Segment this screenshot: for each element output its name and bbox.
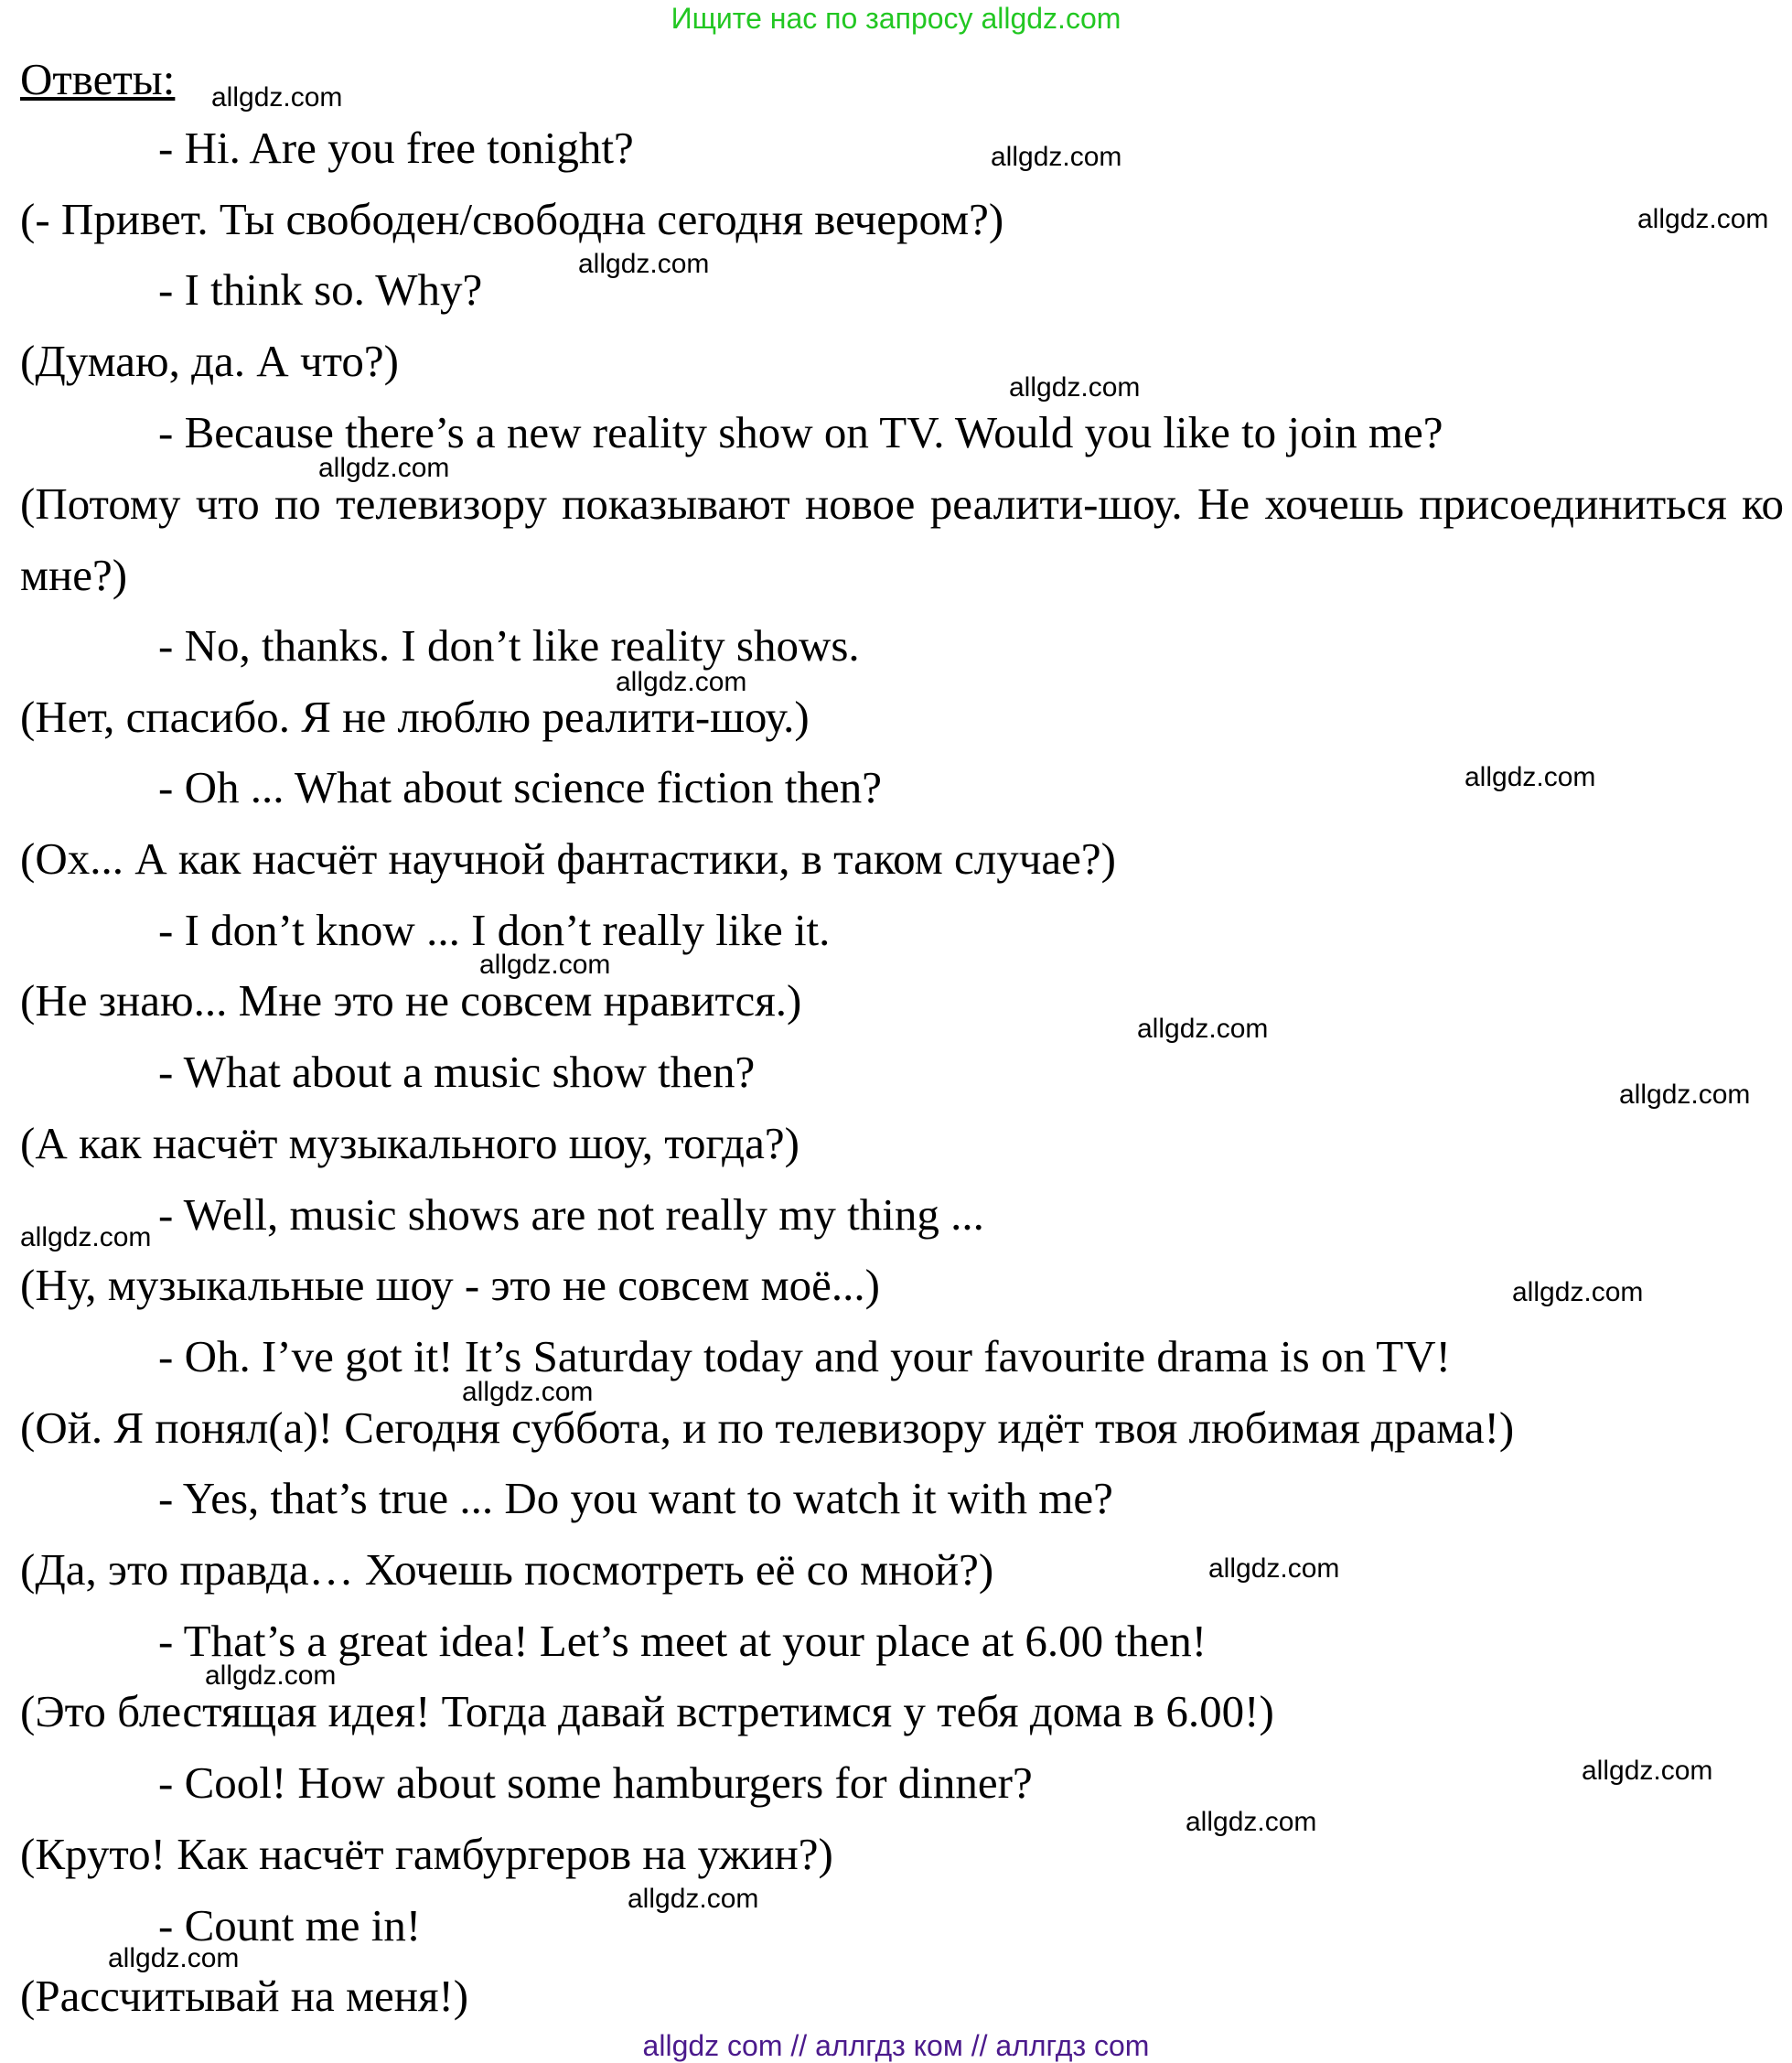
dialogue-line-english: - Count me in!: [158, 1899, 422, 1950]
watermark-text: allgdz.com: [1582, 1756, 1713, 1786]
dialogue-line-english: - What about a music show then?: [158, 1047, 756, 1098]
dialogue-line-english: - That’s a great idea! Let’s meet at your place at 6.00 then!: [158, 1615, 1207, 1666]
dialogue-line-english: - Oh ... What about science fiction then?: [158, 762, 882, 813]
dialogue-line-translation: (Думаю, да. А что?): [20, 336, 399, 387]
watermark-text: allgdz.com: [1208, 1553, 1340, 1584]
watermark-text: allgdz.com: [991, 142, 1122, 172]
dialogue-line-english: - Yes, that’s true ... Do you want to watch it with me?: [158, 1473, 1113, 1524]
watermark-text: allgdz.com: [318, 453, 450, 483]
dialogue-line-english: - Hi. Are you free tonight?: [158, 123, 634, 173]
dialogue-line-english: - I don’t know ... I don’t really like it.: [158, 904, 831, 955]
watermark-text: allgdz.com: [628, 1884, 759, 1914]
dialogue-line-translation: (Круто! Как насчёт гамбургеров на ужин?): [20, 1828, 833, 1879]
dialogue-line-english: - No, thanks. I don’t like reality shows.: [158, 619, 860, 671]
watermark-text: allgdz.com: [1637, 204, 1769, 234]
dialogue-line-translation: (Это блестящая идея! Тогда давай встретимся у тебя дома в 6.00!): [20, 1686, 1274, 1737]
dialogue-line-translation: (Не знаю... Мне это не совсем нравится.): [20, 975, 802, 1026]
dialogue-line-translation: (Ну, музыкальные шоу - это не совсем моё...): [20, 1260, 880, 1311]
watermark-text: allgdz.com: [1137, 1014, 1269, 1044]
watermark-text: allgdz.com: [1009, 372, 1141, 403]
dialogue-line-english: - Because there’s a new reality show on TV. Would you like to join me?: [158, 406, 1443, 457]
dialogue-line-translation: (Потому что по телевизору показывают новое реалити-шоу. Не хочешь присоединиться ко мне?): [20, 478, 1784, 600]
dialogue-line-english: - Oh. I’ve got it! It’s Saturday today and your favourite drama is on TV!: [158, 1330, 1451, 1381]
watermark-text: allgdz.com: [1619, 1080, 1751, 1110]
dialogue-line-translation: (- Привет. Ты свободен/свободна сегодня вечером?): [20, 193, 1004, 244]
watermark-text: allgdz.com: [479, 950, 611, 980]
watermark-text: allgdz.com: [211, 82, 343, 113]
watermark-text: allgdz.com: [1512, 1277, 1644, 1307]
search-banner: Ищите нас по запросу allgdz.com: [671, 2, 1121, 35]
watermark-text: allgdz.com: [108, 1943, 240, 1973]
dialogue-line-english: - Cool! How about some hamburgers for dinner?: [158, 1757, 1033, 1809]
dialogue-line-translation: (А как насчёт музыкального шоу, тогда?): [20, 1117, 799, 1168]
dialogue-line-translation: (Ох... А как насчёт научной фантастики, в таком случае?): [20, 833, 1116, 884]
watermark-text: allgdz.com: [205, 1660, 337, 1691]
watermark-text: allgdz.com: [462, 1377, 594, 1407]
dialogue-line-translation: (Рассчитывай на меня!): [20, 1971, 469, 2022]
watermark-text: allgdz.com: [1186, 1807, 1317, 1837]
watermark-text: allgdz.com: [1465, 762, 1596, 792]
footer-watermark: allgdz com // аллгдз ком // аллгдз com: [642, 2029, 1150, 2062]
dialogue-line-translation: (Нет, спасибо. Я не люблю реалити-шоу.): [20, 691, 810, 742]
answers-heading: Ответы:: [20, 54, 176, 104]
dialogue-line-translation: (Ой. Я понял(а)! Сегодня суббота, и по телевизору идёт твоя любимая драма!): [20, 1402, 1515, 1453]
dialogue-line-translation: (Да, это правда… Хочешь посмотреть её со мной?): [20, 1544, 994, 1595]
dialogue-line-english: - I think so. Why?: [158, 264, 483, 316]
dialogue-line-english: - Well, music shows are not really my thing ...: [158, 1188, 984, 1240]
watermark-text: allgdz.com: [578, 249, 710, 279]
watermark-text: allgdz.com: [616, 667, 747, 697]
watermark-text: allgdz.com: [20, 1222, 152, 1252]
